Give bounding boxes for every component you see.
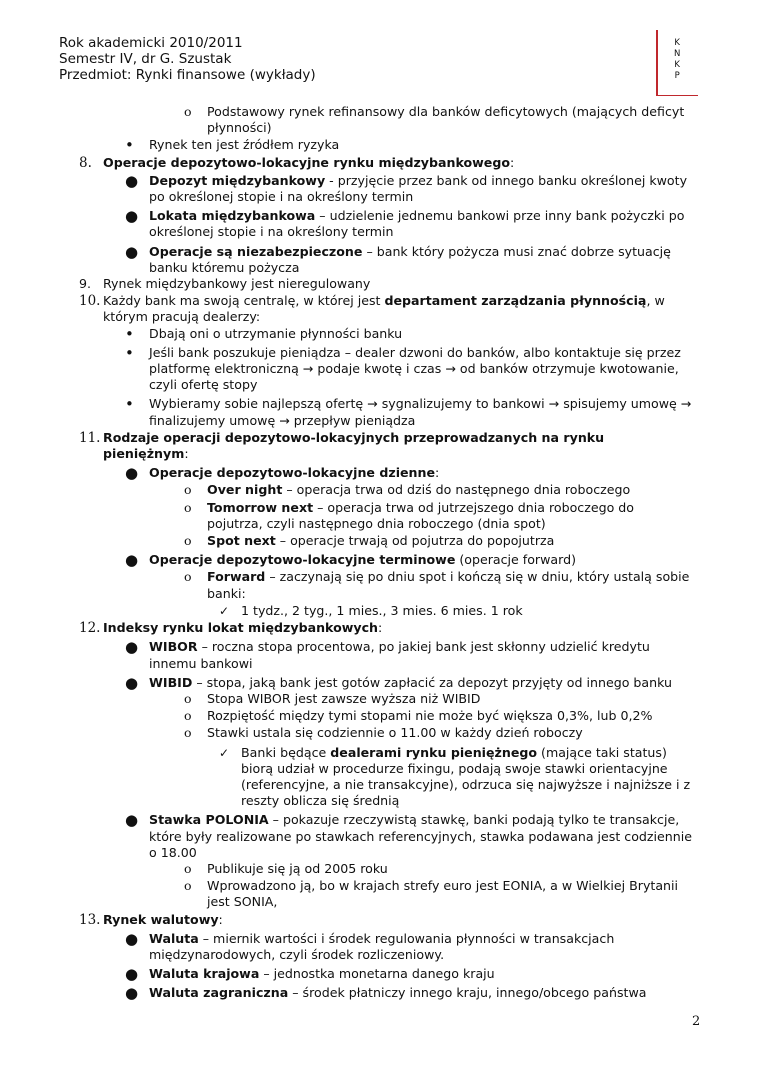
section-number: 12. xyxy=(79,620,101,637)
logo-letter: P xyxy=(674,71,680,81)
section-text: Każdy bank ma swoją centralę, w której jest xyxy=(103,293,385,309)
definition: (operacje forward) xyxy=(455,552,576,568)
list-item xyxy=(125,638,669,671)
check-marker: ✓ xyxy=(219,603,230,618)
bullet-marker: ● xyxy=(125,811,139,830)
definition: – zaczynają się po dniu spot i kończą się w dniu, który ustalą sobie banki: xyxy=(207,569,690,601)
item-text: (mające taki status) biorą udział w procedurze fixingu, podają swoje stawki orientacyjne (referencyjne, a nie transakcyjne), odrzuca się najwyższe i najniższe i z reszty oblicza się średnią xyxy=(241,744,691,809)
item-text: Banki będące xyxy=(241,744,331,760)
definition: – pokazuje rzeczywistą stawkę, banki podają tylko te transakcje, które były realizowane po stawkach referencyjnych, stawka podawana jest codziennie o 18.00 xyxy=(149,812,692,860)
bullet-marker: • xyxy=(125,343,134,362)
list-item xyxy=(125,929,679,963)
list-item xyxy=(184,499,667,532)
list-item xyxy=(125,673,697,692)
document-header xyxy=(59,35,316,83)
definition: – miernik wartości i środek regulowania płynności w transakcjach międzynarodowych, czyli środek rozliczeniowy. xyxy=(149,930,615,962)
definition: – operacja trwa od dziś do następnego dnia roboczego xyxy=(282,482,631,498)
list-item xyxy=(125,811,697,861)
section-title: Rynek walutowy xyxy=(103,911,219,927)
list-item xyxy=(125,171,697,205)
list-item xyxy=(184,104,697,136)
list-item xyxy=(125,551,697,570)
circle-marker: o xyxy=(184,725,192,741)
definition: – bank który pożycza musi znać dobrze sytuację banku któremu pożycza xyxy=(149,243,671,275)
term: Depozyt międzybankowy xyxy=(149,172,326,188)
term: Waluta krajowa xyxy=(149,966,260,982)
knkp-logo xyxy=(656,30,698,96)
list-item xyxy=(125,965,697,984)
logo-letter: K xyxy=(674,38,680,48)
definition: – środek płatniczy innego kraju, innego/obcego państwa xyxy=(288,985,647,1001)
list-item xyxy=(125,343,697,394)
term: Forward xyxy=(207,569,266,585)
section-bold: departament zarządzania płynnością xyxy=(384,293,647,309)
list-item xyxy=(219,602,697,619)
item-text: Dbają oni o utrzymanie płynności banku xyxy=(149,325,403,341)
page-number: 2 xyxy=(692,1014,701,1029)
bullet-marker: ● xyxy=(125,929,139,948)
item-text: Stopa WIBOR jest zawsze wyższa niż WIBID xyxy=(207,690,481,706)
section-number: 13. xyxy=(79,911,101,928)
item-text: 1 tydz., 2 tyg., 1 mies., 3 mies. 6 mies. 1 rok xyxy=(241,602,523,618)
item-text: Wybieramy sobie najlepszą ofertę → sygnalizujemy to bankowi → spisujemy umowę → finalizujemy umowę → przepływ pieniądza xyxy=(149,396,692,428)
section-number: 8. xyxy=(79,154,92,171)
bullet-marker: ● xyxy=(125,638,139,657)
bullet-marker: ● xyxy=(125,965,139,984)
term: WIBOR xyxy=(149,639,198,655)
colon: : xyxy=(435,465,440,481)
colon: : xyxy=(378,620,383,636)
list-item xyxy=(184,725,697,741)
term: Stawka POLONIA xyxy=(149,812,269,828)
definition: – stopa, jaką bank jest gotów zapłacić za depozyt przyjęty od innego banku xyxy=(192,674,672,690)
list-item xyxy=(125,324,697,343)
item-text: Publikuje się ją od 2005 roku xyxy=(207,860,388,876)
definition: – operacje trwają od pojutrza do popojutrza xyxy=(275,533,555,549)
list-item xyxy=(125,242,697,276)
header-academic-year: Rok akademicki 2010/2011 xyxy=(59,35,243,51)
list-item xyxy=(184,878,697,910)
list-item xyxy=(219,744,699,810)
header-subject: Przedmiot: Rynki finansowe (wykłady) xyxy=(59,67,316,83)
bullet-marker: ● xyxy=(125,464,139,483)
term: WIBID xyxy=(149,674,193,690)
list-item xyxy=(184,860,697,877)
section-12 xyxy=(79,620,697,637)
logo-letter: K xyxy=(674,60,680,70)
circle-marker: o xyxy=(184,104,192,119)
section-11 xyxy=(79,429,663,462)
term: Operacje depozytowo-lokacyjne dzienne xyxy=(149,465,436,481)
definition: – jednostka monetarna danego kraju xyxy=(259,966,495,982)
logo-red-line xyxy=(656,95,698,96)
logo-letters xyxy=(674,38,680,82)
section-title: Rodzaje operacji depozytowo-lokacyjnych przeprowadzanych na rynku pieniężnym xyxy=(103,429,605,462)
definition: – roczna stopa procentowa, po jakiej bank jest skłonny udzielić kredytu innemu bankowi xyxy=(149,639,650,671)
item-text: Podstawowy rynek refinansowy dla banków deficytowych (mających deficyt płynności) xyxy=(207,104,685,136)
list-item xyxy=(184,708,697,724)
circle-marker: o xyxy=(184,482,192,498)
section-title: Indeksy rynku lokat międzybankowych xyxy=(103,620,379,636)
term: dealerami rynku pieniężnego xyxy=(330,744,538,760)
term: Operacje są niezabezpieczone xyxy=(149,243,363,259)
list-item xyxy=(125,464,697,483)
item-text: Jeśli bank poszukuje pieniądza – dealer dzwoni do banków, albo kontaktuje się przez platformę elektroniczną → podaje kwotę i czas → od banków otrzymuje kwotowanie, czyli ofertę stopy xyxy=(149,344,681,393)
term: Lokata międzybankowa xyxy=(149,208,316,224)
bullet-marker: • xyxy=(125,324,134,343)
definition: – operacja trwa od jutrzejszego dnia roboczego do pojutrza, czyli następnego dnia roboczego (dnia spot) xyxy=(207,499,634,531)
section-text: Rynek międzybankowy jest nieregulowany xyxy=(103,276,371,292)
list-item xyxy=(125,984,697,1003)
circle-marker: o xyxy=(184,690,192,706)
bullet-marker: ● xyxy=(125,207,139,226)
section-9 xyxy=(79,276,697,292)
circle-marker: o xyxy=(184,860,192,876)
section-10 xyxy=(79,293,697,325)
section-text: , w którym pracują dealerzy: xyxy=(103,293,665,325)
section-number: 11. xyxy=(79,429,101,446)
bullet-marker: ● xyxy=(125,551,139,570)
bullet-marker: • xyxy=(125,136,134,155)
section-13 xyxy=(79,911,697,928)
term: Waluta zagraniczna xyxy=(149,985,289,1001)
list-item xyxy=(125,395,697,428)
item-text: Wprowadzono ją, bo w krajach strefy euro jest EONIA, a w Wielkiej Brytanii jest SONIA, xyxy=(207,878,679,910)
circle-marker: o xyxy=(184,533,192,549)
bullet-marker: • xyxy=(125,395,134,414)
item-text: Rozpiętość między tymi stopami nie może być większa 0,3%, lub 0,2% xyxy=(207,708,653,724)
header-semester: Semestr IV, dr G. Szustak xyxy=(59,51,232,67)
section-8 xyxy=(79,154,697,171)
bullet-marker: ● xyxy=(125,242,139,261)
list-item xyxy=(125,136,697,155)
definition: - przyjęcie przez bank od innego banku określonej kwoty po określonej stopie i na określony termin xyxy=(149,172,688,205)
list-item xyxy=(184,482,667,498)
item-text: Stawki ustala się codziennie o 11.00 w każdy dzień roboczy xyxy=(207,725,583,741)
list-item xyxy=(184,690,697,707)
term: Operacje depozytowo-lokacyjne terminowe xyxy=(149,552,456,568)
term: Spot next xyxy=(207,533,276,549)
circle-marker: o xyxy=(184,569,192,585)
colon: : xyxy=(184,446,189,462)
definition: – udzielenie jednemu bankowi prze inny bank pożyczki po określonej stopie i na określony termin xyxy=(149,208,685,240)
bullet-marker: ● xyxy=(125,171,139,190)
list-item xyxy=(184,569,697,601)
logo-red-bar xyxy=(656,30,658,96)
colon: : xyxy=(218,911,223,927)
circle-marker: o xyxy=(184,499,192,515)
list-item xyxy=(184,533,667,549)
section-number: 10. xyxy=(79,293,101,310)
circle-marker: o xyxy=(184,708,192,724)
section-title: Operacje depozytowo-lokacyjne rynku międzybankowego xyxy=(103,154,511,170)
term: Waluta xyxy=(149,930,199,946)
check-marker: ✓ xyxy=(219,745,230,760)
term: Tomorrow next xyxy=(207,499,314,515)
bullet-marker: ● xyxy=(125,673,139,692)
bullet-marker: ● xyxy=(125,984,139,1003)
document-body xyxy=(0,104,760,1002)
colon: : xyxy=(510,154,515,170)
logo-letter: N xyxy=(674,49,681,59)
circle-marker: o xyxy=(184,878,192,894)
item-text: Rynek ten jest źródłem ryzyka xyxy=(149,137,340,153)
list-item xyxy=(125,207,697,240)
term: Over night xyxy=(207,482,283,498)
section-number: 9. xyxy=(79,276,92,292)
